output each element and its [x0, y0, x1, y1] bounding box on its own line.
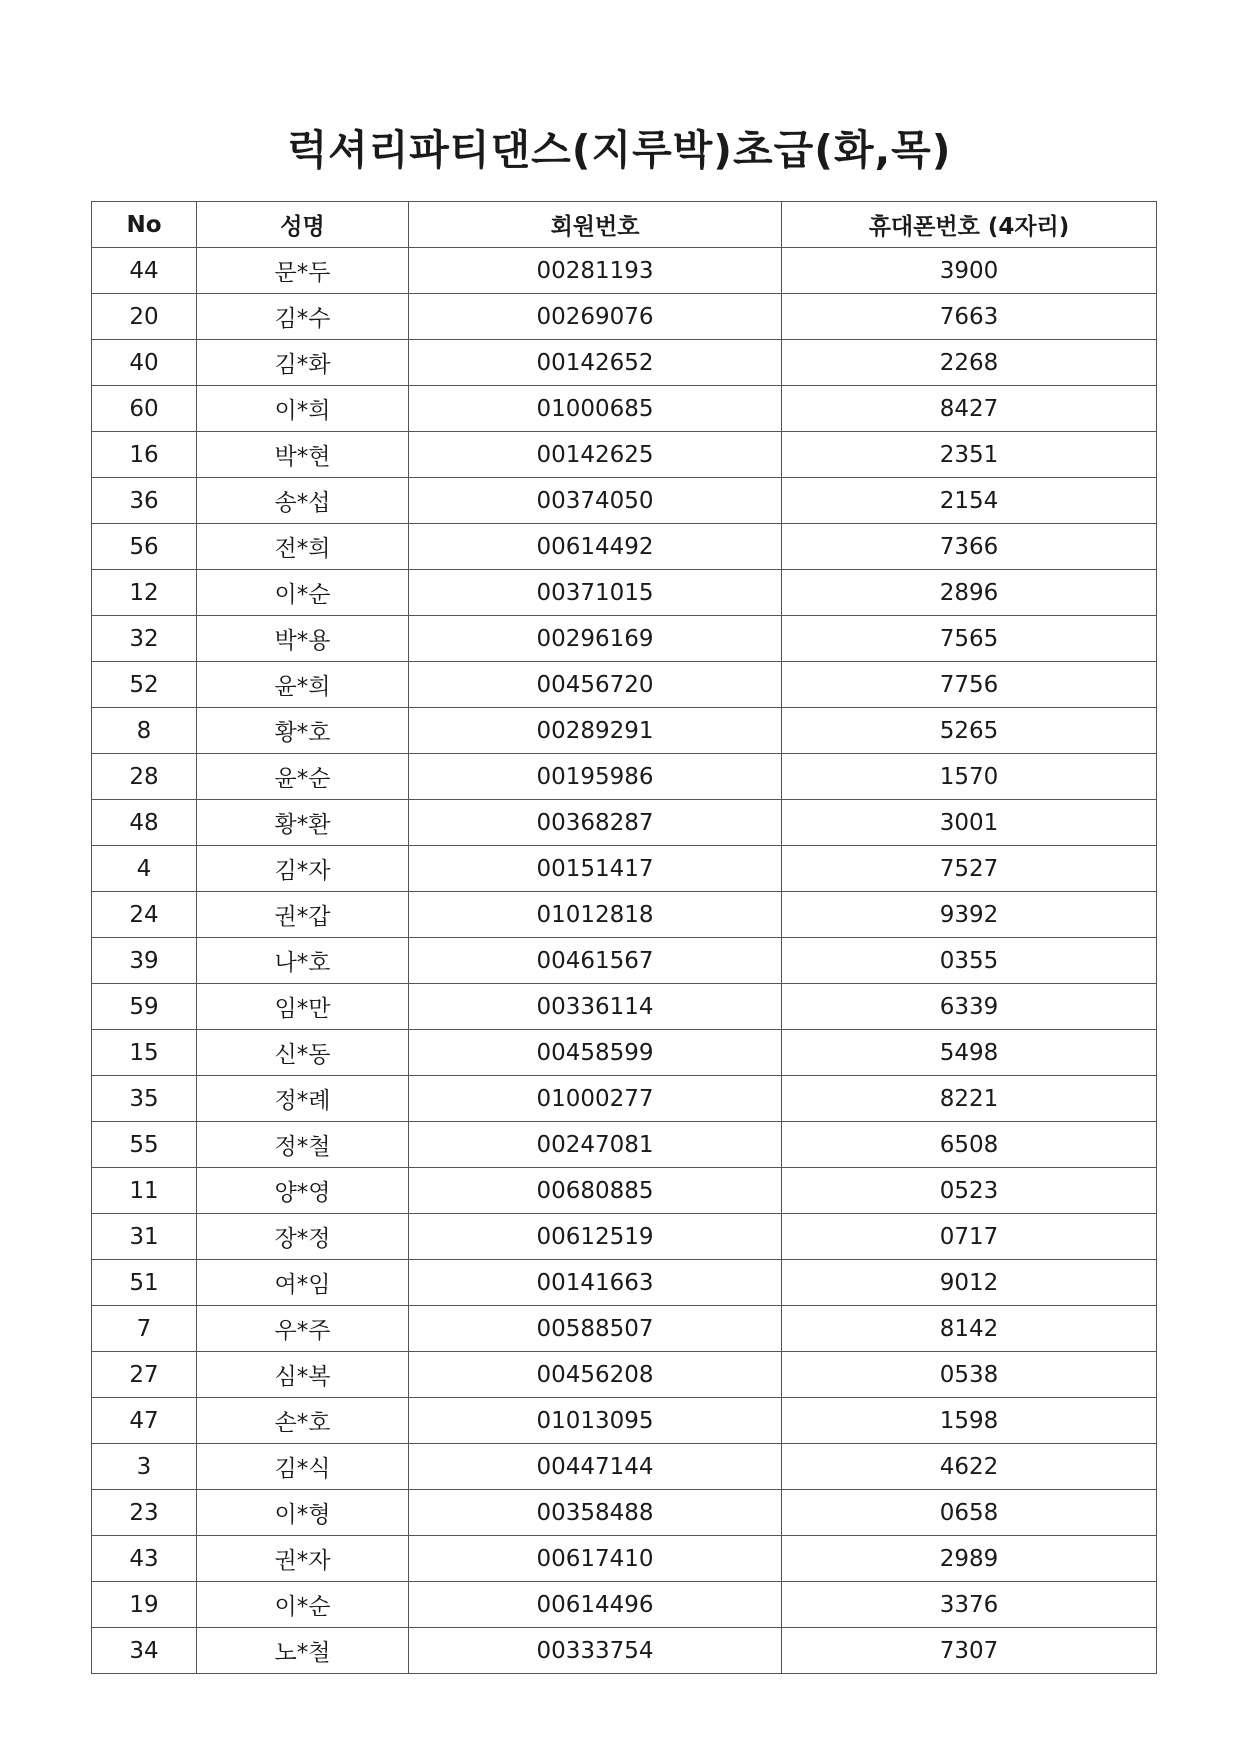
- cell-phone-last4: 2989: [782, 1536, 1157, 1582]
- cell-no: 12: [92, 570, 197, 616]
- cell-no: 34: [92, 1628, 197, 1674]
- cell-name: 황*호: [197, 708, 409, 754]
- cell-member-number: 00269076: [409, 294, 782, 340]
- cell-no: 8: [92, 708, 197, 754]
- cell-name: 정*철: [197, 1122, 409, 1168]
- cell-phone-last4: 1598: [782, 1398, 1157, 1444]
- cell-no: 15: [92, 1030, 197, 1076]
- cell-member-number: 00281193: [409, 248, 782, 294]
- cell-name: 이*순: [197, 1582, 409, 1628]
- cell-no: 3: [92, 1444, 197, 1490]
- cell-phone-last4: 0658: [782, 1490, 1157, 1536]
- page-bottom-edge: [0, 1705, 1239, 1752]
- cell-phone-last4: 7527: [782, 846, 1157, 892]
- table-row: [92, 708, 1157, 754]
- header-name: 성명: [197, 202, 409, 248]
- cell-name: 문*두: [197, 248, 409, 294]
- cell-member-number: 00247081: [409, 1122, 782, 1168]
- table-row: [92, 800, 1157, 846]
- table-row: [92, 294, 1157, 340]
- table-row: [92, 1306, 1157, 1352]
- cell-name: 윤*희: [197, 662, 409, 708]
- cell-phone-last4: 6339: [782, 984, 1157, 1030]
- table-row: [92, 1030, 1157, 1076]
- cell-phone-last4: 2154: [782, 478, 1157, 524]
- cell-phone-last4: 0523: [782, 1168, 1157, 1214]
- cell-member-number: 00368287: [409, 800, 782, 846]
- table-row: [92, 1536, 1157, 1582]
- cell-name: 신*동: [197, 1030, 409, 1076]
- table-row: [92, 662, 1157, 708]
- cell-no: 19: [92, 1582, 197, 1628]
- cell-member-number: 00289291: [409, 708, 782, 754]
- cell-phone-last4: 2896: [782, 570, 1157, 616]
- cell-member-number: 00614496: [409, 1582, 782, 1628]
- cell-no: 27: [92, 1352, 197, 1398]
- cell-phone-last4: 7307: [782, 1628, 1157, 1674]
- table-row: [92, 248, 1157, 294]
- cell-member-number: 00142652: [409, 340, 782, 386]
- cell-name: 권*갑: [197, 892, 409, 938]
- table-row: [92, 1490, 1157, 1536]
- cell-no: 55: [92, 1122, 197, 1168]
- cell-name: 여*임: [197, 1260, 409, 1306]
- table-header: [92, 202, 1157, 248]
- cell-phone-last4: 7366: [782, 524, 1157, 570]
- cell-member-number: 00456720: [409, 662, 782, 708]
- table-row: [92, 846, 1157, 892]
- cell-name: 박*용: [197, 616, 409, 662]
- cell-member-number: 00458599: [409, 1030, 782, 1076]
- cell-member-number: 00141663: [409, 1260, 782, 1306]
- cell-member-number: 01013095: [409, 1398, 782, 1444]
- cell-member-number: 00296169: [409, 616, 782, 662]
- cell-member-number: 00461567: [409, 938, 782, 984]
- cell-no: 11: [92, 1168, 197, 1214]
- cell-name: 이*희: [197, 386, 409, 432]
- cell-name: 김*수: [197, 294, 409, 340]
- table-row: [92, 1168, 1157, 1214]
- table-row: [92, 1628, 1157, 1674]
- cell-no: 32: [92, 616, 197, 662]
- table-row: [92, 1076, 1157, 1122]
- cell-no: 60: [92, 386, 197, 432]
- table-row: [92, 938, 1157, 984]
- cell-member-number: 00151417: [409, 846, 782, 892]
- table-row: [92, 340, 1157, 386]
- cell-phone-last4: 7565: [782, 616, 1157, 662]
- table-row: [92, 984, 1157, 1030]
- document-title: 럭셔리파티댄스(지루박)초급(화,목): [287, 126, 952, 174]
- cell-no: 16: [92, 432, 197, 478]
- cell-no: 24: [92, 892, 197, 938]
- table-row: [92, 524, 1157, 570]
- cell-no: 40: [92, 340, 197, 386]
- cell-member-number: 01000685: [409, 386, 782, 432]
- cell-name: 우*주: [197, 1306, 409, 1352]
- cell-phone-last4: 8142: [782, 1306, 1157, 1352]
- cell-phone-last4: 8221: [782, 1076, 1157, 1122]
- cell-member-number: 01000277: [409, 1076, 782, 1122]
- cell-name: 권*자: [197, 1536, 409, 1582]
- table-row: [92, 1582, 1157, 1628]
- cell-member-number: 00588507: [409, 1306, 782, 1352]
- header-no: No: [92, 202, 197, 248]
- cell-no: 47: [92, 1398, 197, 1444]
- cell-member-number: 00456208: [409, 1352, 782, 1398]
- cell-name: 김*화: [197, 340, 409, 386]
- cell-phone-last4: 4622: [782, 1444, 1157, 1490]
- cell-member-number: 00617410: [409, 1536, 782, 1582]
- cell-phone-last4: 2351: [782, 432, 1157, 478]
- header-phone-last4: 휴대폰번호 (4자리): [782, 202, 1157, 248]
- cell-phone-last4: 2268: [782, 340, 1157, 386]
- table-row: [92, 1122, 1157, 1168]
- cell-name: 김*식: [197, 1444, 409, 1490]
- cell-phone-last4: 3900: [782, 248, 1157, 294]
- table-row: [92, 478, 1157, 524]
- cell-name: 박*현: [197, 432, 409, 478]
- table-row: [92, 1260, 1157, 1306]
- table-row: [92, 570, 1157, 616]
- cell-member-number: 00195986: [409, 754, 782, 800]
- cell-member-number: 00371015: [409, 570, 782, 616]
- cell-member-number: 00358488: [409, 1490, 782, 1536]
- cell-phone-last4: 0717: [782, 1214, 1157, 1260]
- header-row: [92, 202, 1157, 248]
- cell-no: 59: [92, 984, 197, 1030]
- cell-no: 23: [92, 1490, 197, 1536]
- cell-name: 노*철: [197, 1628, 409, 1674]
- cell-name: 황*환: [197, 800, 409, 846]
- cell-no: 44: [92, 248, 197, 294]
- cell-member-number: 00336114: [409, 984, 782, 1030]
- cell-name: 임*만: [197, 984, 409, 1030]
- cell-phone-last4: 3001: [782, 800, 1157, 846]
- cell-member-number: 01012818: [409, 892, 782, 938]
- cell-name: 이*순: [197, 570, 409, 616]
- cell-name: 전*희: [197, 524, 409, 570]
- cell-name: 이*형: [197, 1490, 409, 1536]
- cell-name: 정*례: [197, 1076, 409, 1122]
- cell-name: 손*호: [197, 1398, 409, 1444]
- cell-phone-last4: 6508: [782, 1122, 1157, 1168]
- cell-member-number: 00333754: [409, 1628, 782, 1674]
- cell-member-number: 00612519: [409, 1214, 782, 1260]
- table-row: [92, 892, 1157, 938]
- table-row: [92, 1398, 1157, 1444]
- cell-phone-last4: 9392: [782, 892, 1157, 938]
- cell-no: 28: [92, 754, 197, 800]
- cell-phone-last4: 5265: [782, 708, 1157, 754]
- cell-no: 36: [92, 478, 197, 524]
- cell-phone-last4: 9012: [782, 1260, 1157, 1306]
- cell-name: 송*섭: [197, 478, 409, 524]
- cell-no: 20: [92, 294, 197, 340]
- table-row: [92, 754, 1157, 800]
- cell-no: 39: [92, 938, 197, 984]
- cell-phone-last4: 3376: [782, 1582, 1157, 1628]
- cell-no: 51: [92, 1260, 197, 1306]
- cell-phone-last4: 1570: [782, 754, 1157, 800]
- cell-no: 7: [92, 1306, 197, 1352]
- table-row: [92, 616, 1157, 662]
- cell-phone-last4: 5498: [782, 1030, 1157, 1076]
- cell-phone-last4: 0355: [782, 938, 1157, 984]
- table-row: [92, 1444, 1157, 1490]
- table-row: [92, 386, 1157, 432]
- cell-name: 장*정: [197, 1214, 409, 1260]
- cell-name: 심*복: [197, 1352, 409, 1398]
- cell-phone-last4: 7756: [782, 662, 1157, 708]
- table-row: [92, 432, 1157, 478]
- cell-name: 양*영: [197, 1168, 409, 1214]
- cell-no: 35: [92, 1076, 197, 1122]
- cell-phone-last4: 0538: [782, 1352, 1157, 1398]
- table-row: [92, 1352, 1157, 1398]
- cell-member-number: 00680885: [409, 1168, 782, 1214]
- cell-no: 4: [92, 846, 197, 892]
- cell-member-number: 00447144: [409, 1444, 782, 1490]
- cell-no: 48: [92, 800, 197, 846]
- cell-name: 나*호: [197, 938, 409, 984]
- member-table: [91, 201, 1157, 1674]
- table-body: [92, 248, 1157, 1674]
- cell-no: 31: [92, 1214, 197, 1260]
- cell-no: 43: [92, 1536, 197, 1582]
- cell-phone-last4: 7663: [782, 294, 1157, 340]
- cell-member-number: 00142625: [409, 432, 782, 478]
- table-row: [92, 1214, 1157, 1260]
- cell-no: 52: [92, 662, 197, 708]
- cell-no: 56: [92, 524, 197, 570]
- header-member-number: 회원번호: [409, 202, 782, 248]
- cell-name: 윤*순: [197, 754, 409, 800]
- cell-member-number: 00374050: [409, 478, 782, 524]
- cell-name: 김*자: [197, 846, 409, 892]
- cell-member-number: 00614492: [409, 524, 782, 570]
- cell-phone-last4: 8427: [782, 386, 1157, 432]
